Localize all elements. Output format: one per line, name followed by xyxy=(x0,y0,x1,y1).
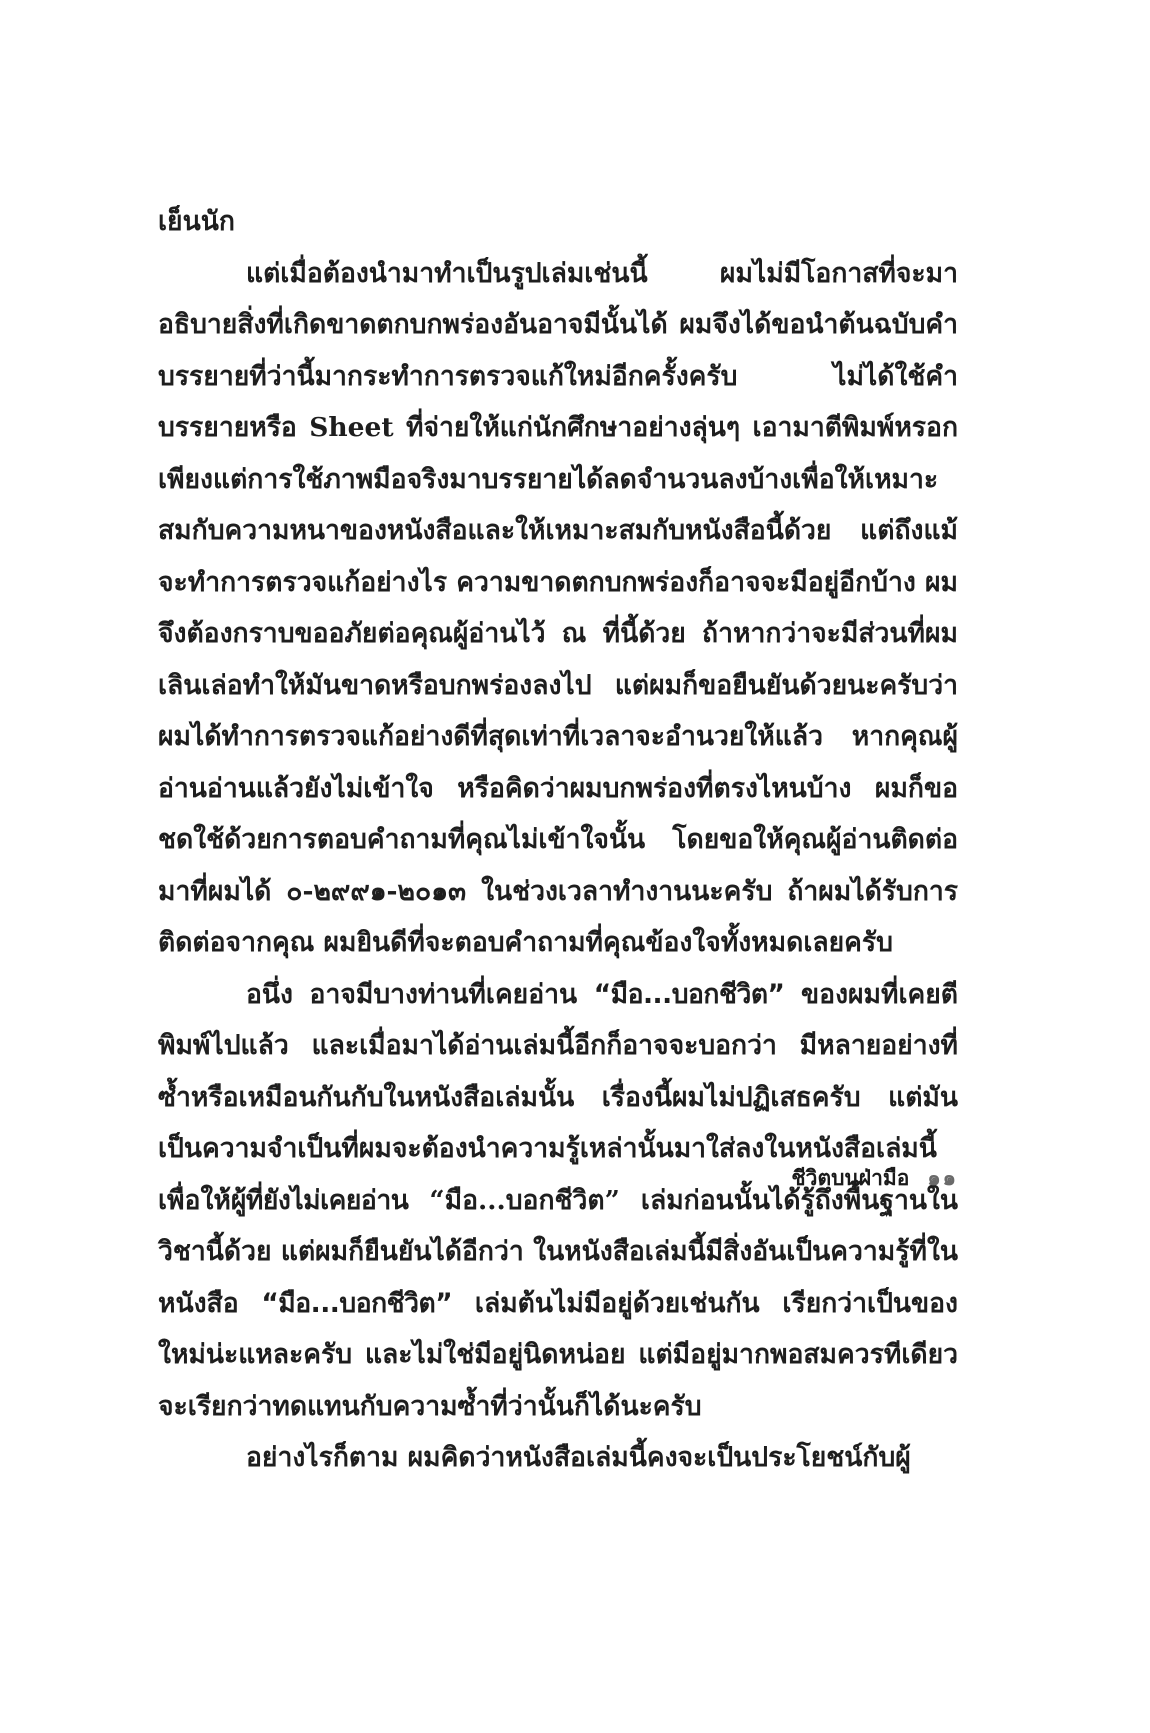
body-text xyxy=(158,196,958,1484)
emphasized-text: ผู้ที่ยังไม่เคยอ่าน xyxy=(230,1184,409,1216)
paragraph xyxy=(158,196,958,248)
emphasized-text: “มือ...บอกชีวิต” xyxy=(593,978,785,1010)
text-run: ของผมที่เคยตีพิมพ์ไปแล้ว และเมื่อมาได้อ่านเล่มนี้อีกก็อาจจะบอกว่า มีหลายอย่างที่ซ้ำหรือเหมือนกันกับในหนังสือเล่มนั้น เรื่องนี้ผมไม่ปฏิเสธครับ แต่มันเป็นความจำเป็นที่ผมจะต้องนำความรู้เหล่านั้นมาใส่ลงในหนังสือเล่มนี้เพื่อให้ xyxy=(158,978,958,1216)
text-run: แต่เมื่อต้องนำมาทำเป็นรูปเล่มเช่นนี้ ผมไม่มีโอกาสที่จะมาอธิบายสิ่งที่เกิดขาดตกบกพร่องอันอาจมีนั้นได้ ผมจึงได้ขอนำต้นฉบับคำบรรยายที่ว่านี้มากระทำการตรวจแก้ใหม่อีกครั้งครับ ไม่ได้ใช้คำบรรยายหรือ Sheet ที่จ่ายให้แก่นักศึกษาอย่างลุ่นๆ เอามาตีพิมพ์หรอก เพียงแต่การใช้ภาพมือจริงมาบรรยายได้ลดจำนวนลงบ้างเพื่อให้เหมาะสมกับความหนาของหนังสือและให้เหมาะสมกับหนังสือนี้ด้วย แต่ถึงแม้จะทำการตรวจแก้อย่างไร ความขาดตกบกพร่องก็อาจจะมีอยู่อีกบ้าง ผมจึงต้องกราบขออภัยต่อคุณผู้อ่านไว้ ณ ที่นี้ด้วย ถ้าหากว่าจะมีส่วนที่ผมเลินเล่อทำให้มันขาดหรือบกพร่องลงไป แต่ผมก็ขอยืนยันด้วยนะครับว่า ผมได้ทำการตรวจแก้อย่างดีที่สุดเท่าที่เวลาจะอำนวยให้แล้ว หากคุณผู้อ่านอ่านแล้วยังไม่เข้าใจ หรือคิดว่าผมบกพร่องที่ตรงไหนบ้าง ผมก็ขอชดใช้ด้วยการตอบคำถามที่คุณไม่เข้าใจนั้น โดยขอให้คุณผู้อ่านติดต่อมาที่ผมได้ ๐-๒๙๙๑-๒๐๑๓ ในช่วงเวลาทำงานนะครับ ถ้าผมได้รับการติดต่อจากคุณ ผมยินดีที่จะตอบคำถามที่คุณข้องใจทั้งหมดเลยครับ xyxy=(158,257,958,958)
text-run: อย่างไรก็ตาม ผมคิดว่าหนังสือเล่มนี้คงจะเป็นประโยชน์กับผู้ xyxy=(246,1442,911,1473)
text-run: เล่มต้นไม่มีอยู่ด้วยเช่นกัน เรียกว่าเป็นของใหม่น่ะแหละครับ และไม่ใช่มีอยู่นิดหน่อย แต่มีอยู่มากพอสมควรทีเดียว จะเรียกว่าทดแทนกับความซ้ำที่ว่านั้นก็ได้นะครับ xyxy=(158,1287,958,1422)
text-run: อนึ่ง อาจมีบางท่านที่เคยอ่าน xyxy=(246,978,594,1010)
page-footer xyxy=(791,1162,958,1195)
text-run: “มือ...บอกชีวิต” เล่มก่อนนั้นได้รู้ถึงพื้นฐานในวิชานี้ด้วย แต่ผมก็ยืนยันได้อีกว่า ในหนังสือเล่มนี้มีสิ่งอันเป็นความรู้ที่ในหนังสือ xyxy=(158,1184,958,1319)
footer-book-title: ชีวิตบนฝ่ามือ xyxy=(791,1166,910,1190)
page-number: ๑๑ xyxy=(927,1166,958,1190)
emphasized-text: “มือ...บอกชีวิต” xyxy=(261,1287,453,1319)
paragraph xyxy=(158,1432,958,1484)
paragraph xyxy=(158,969,958,1433)
text-run: เย็นนัก xyxy=(158,206,235,237)
paragraph xyxy=(158,248,958,969)
